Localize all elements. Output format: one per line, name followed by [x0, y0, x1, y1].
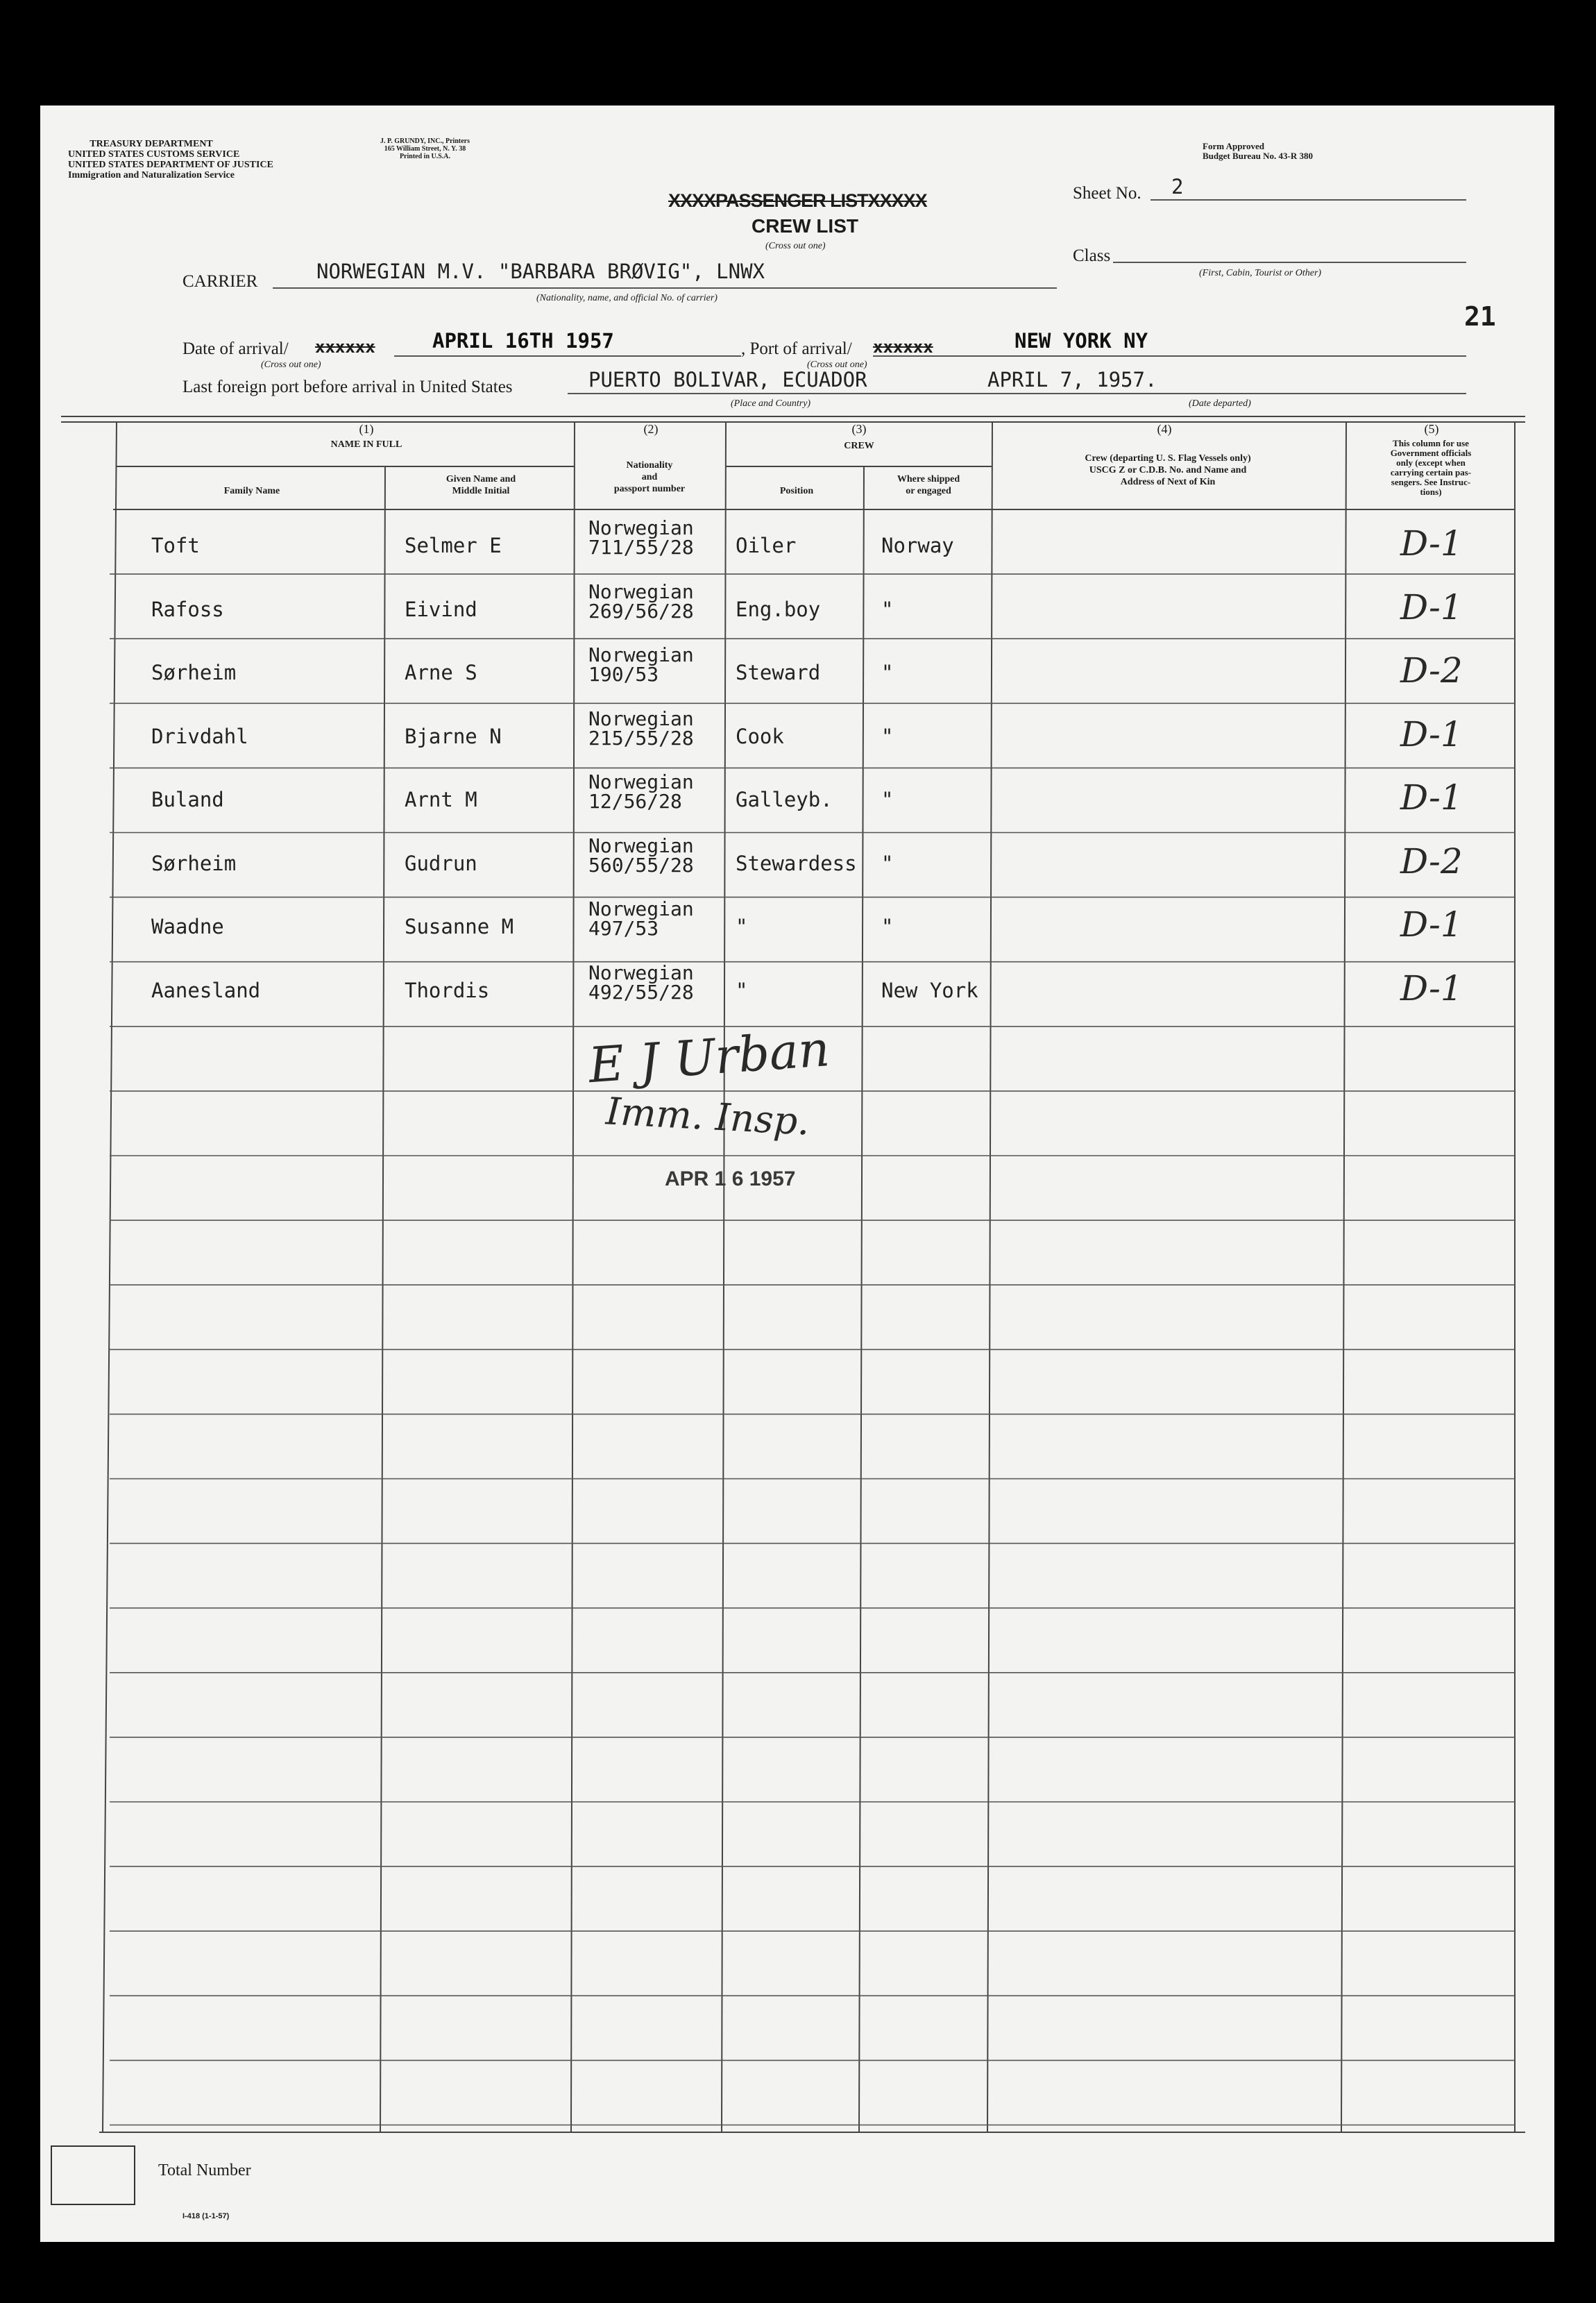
nationality: Norwegian	[588, 834, 694, 857]
col5-line: only (except when	[1396, 457, 1466, 468]
passport-number: 12/56/28	[588, 790, 682, 813]
where-shipped: "	[881, 915, 894, 938]
carrier-value: NORWEGIAN M.V. "BARBARA BRØVIG", LNWX	[316, 260, 765, 283]
position: Galleyb.	[736, 788, 833, 811]
col5-line: tions)	[1420, 487, 1442, 497]
carrier-hint: (Nationality, name, and official No. of carrier)	[536, 293, 718, 303]
col5-line: This column for use	[1393, 438, 1469, 448]
position: Cook	[736, 724, 784, 748]
printer-line: 165 William Street, N. Y. 38	[384, 145, 466, 153]
last-port-label: Last foreign port before arrival in United States	[182, 378, 513, 396]
col-where-shipped	[866, 473, 991, 497]
col5-line: sengers. See Instruc-	[1391, 477, 1471, 487]
given-name: Gudrun	[405, 851, 477, 875]
table-grid	[40, 106, 1554, 2242]
class-hint: (First, Cabin, Tourist or Other)	[1199, 268, 1322, 278]
where-shipped: "	[881, 788, 894, 811]
passport-number: 711/55/28	[588, 536, 694, 559]
given-name: Arnt M	[405, 788, 477, 811]
position: Oiler	[736, 534, 797, 557]
class-label: Class	[1073, 246, 1111, 265]
agency-line: UNITED STATES CUSTOMS SERVICE	[68, 149, 240, 160]
crew-list-form	[40, 106, 1554, 2242]
date-value: APRIL 16TH 1957	[432, 329, 614, 353]
col3-title: CREW	[844, 441, 874, 451]
col-nat-line: and	[641, 472, 658, 482]
agency-line: TREASURY DEPARTMENT	[90, 139, 213, 149]
family-name: Aanesland	[151, 978, 261, 1002]
given-name: Susanne M	[405, 915, 514, 938]
position: Stewardess	[736, 851, 857, 875]
agency-line: Immigration and Naturalization Service	[68, 170, 235, 180]
official-mark: D-2	[1400, 841, 1463, 881]
nationality: Norwegian	[588, 707, 694, 730]
col4-text	[998, 453, 1338, 488]
col2-number: (2)	[643, 422, 659, 436]
agency-line: UNITED STATES DEPARTMENT OF JUSTICE	[68, 160, 273, 170]
nationality: Norwegian	[588, 770, 694, 793]
position: Eng.boy	[736, 597, 821, 621]
nationality: Norwegian	[588, 643, 694, 666]
form-number: I-418 (1-1-57)	[182, 2212, 230, 2220]
total-number-label: Total Number	[158, 2161, 251, 2179]
family-name: Rafoss	[151, 597, 224, 621]
col-given-name	[401, 473, 561, 497]
inspector-title: Imm. Insp.	[604, 1089, 811, 1144]
passport-number: 497/53	[588, 917, 659, 940]
passport-number: 269/56/28	[588, 599, 694, 623]
family-name: Waadne	[151, 915, 224, 938]
inspector-signature: E J Urban	[586, 1020, 832, 1095]
official-mark: D-1	[1400, 714, 1463, 754]
date-label: Date of arrival/	[182, 339, 289, 358]
col1-title: NAME IN FULL	[330, 439, 402, 450]
official-mark: D-1	[1400, 968, 1463, 1009]
col5-line: Government officials	[1390, 448, 1472, 458]
date-departed-hint: (Date departed)	[1189, 398, 1251, 409]
form-approved-line: Form Approved	[1203, 141, 1264, 151]
date-struck: xxxxxx	[315, 337, 375, 357]
position: Steward	[736, 661, 821, 684]
col-given-line: Middle Initial	[452, 486, 510, 496]
family-name: Toft	[151, 534, 200, 557]
passport-number: 190/53	[588, 663, 659, 686]
col-shipped-line: Where shipped	[897, 474, 960, 484]
col-given-line: Given Name and	[445, 474, 516, 484]
sheet-value: 2	[1171, 175, 1184, 199]
col4-number: (4)	[1157, 422, 1172, 436]
where-shipped: "	[881, 661, 894, 684]
col3-number: (3)	[851, 422, 867, 436]
col4-line: USCG Z or C.D.B. No. and Name and	[1089, 465, 1247, 475]
form-approved-line: Budget Bureau No. 43-R 380	[1203, 151, 1314, 161]
official-mark: D-1	[1400, 523, 1463, 564]
official-mark: D-1	[1400, 587, 1463, 627]
passport-number: 560/55/28	[588, 853, 694, 877]
position: "	[736, 915, 748, 938]
passport-number: 215/55/28	[588, 726, 694, 750]
nationality: Norwegian	[588, 580, 694, 603]
official-mark: D-1	[1400, 904, 1463, 945]
given-name: Bjarne N	[405, 724, 502, 748]
port-struck: xxxxxx	[873, 337, 933, 357]
where-shipped: New York	[881, 978, 978, 1002]
date-hint: (Cross out one)	[261, 360, 321, 370]
family-name: Sørheim	[151, 851, 237, 875]
port-hint: (Cross out one)	[807, 360, 867, 370]
col-nat-line: passport number	[613, 484, 686, 494]
list-title-hint: (Cross out one)	[765, 241, 826, 251]
family-name: Buland	[151, 788, 224, 811]
date-stamp: APR 1 6 1957	[665, 1167, 796, 1190]
last-port-hint: (Place and Country)	[731, 398, 811, 409]
last-port-value: PUERTO BOLIVAR, ECUADOR	[588, 368, 867, 391]
family-name: Drivdahl	[151, 724, 248, 748]
date-departed-value: APRIL 7, 1957.	[987, 368, 1157, 391]
nationality: Norwegian	[588, 516, 694, 539]
nationality: Norwegian	[588, 897, 694, 920]
col4-line: Address of Next of Kin	[1120, 477, 1216, 487]
list-title-struck: XXXXPASSENGER LISTXXXXX	[668, 190, 927, 211]
col5-line: carrying certain pas-	[1390, 467, 1472, 478]
where-shipped: "	[881, 597, 894, 621]
given-name: Thordis	[405, 978, 490, 1002]
col-family-name: Family Name	[223, 486, 280, 496]
col-nat-line: Nationality	[626, 460, 673, 471]
sheet-label: Sheet No.	[1073, 184, 1141, 203]
given-name: Arne S	[405, 661, 477, 684]
port-value: NEW YORK NY	[1015, 329, 1148, 353]
official-mark: D-2	[1400, 650, 1463, 691]
port-label: , Port of arrival/	[741, 339, 852, 358]
nationality: Norwegian	[588, 961, 694, 984]
position: "	[736, 978, 748, 1002]
col-nationality	[580, 459, 719, 495]
where-shipped: "	[881, 724, 894, 748]
col5-text	[1348, 439, 1513, 497]
col4-line: Crew (departing U. S. Flag Vessels only)	[1085, 453, 1251, 464]
where-shipped: Norway	[881, 534, 954, 557]
list-title: CREW LIST	[752, 215, 858, 237]
page-number: 21	[1464, 301, 1496, 332]
col1-number: (1)	[359, 422, 374, 436]
given-name: Selmer E	[405, 534, 502, 557]
printer-line: J. P. GRUNDY, INC., Printers	[380, 137, 470, 145]
carrier-label: CARRIER	[182, 272, 258, 291]
col-position: Position	[779, 486, 814, 496]
col-shipped-line: or engaged	[906, 486, 951, 496]
given-name: Eivind	[405, 597, 477, 621]
col5-number: (5)	[1424, 422, 1439, 436]
official-mark: D-1	[1400, 777, 1463, 818]
passport-number: 492/55/28	[588, 980, 694, 1004]
family-name: Sørheim	[151, 661, 237, 684]
where-shipped: "	[881, 851, 894, 875]
printer-line: Printed in U.S.A.	[399, 153, 451, 160]
